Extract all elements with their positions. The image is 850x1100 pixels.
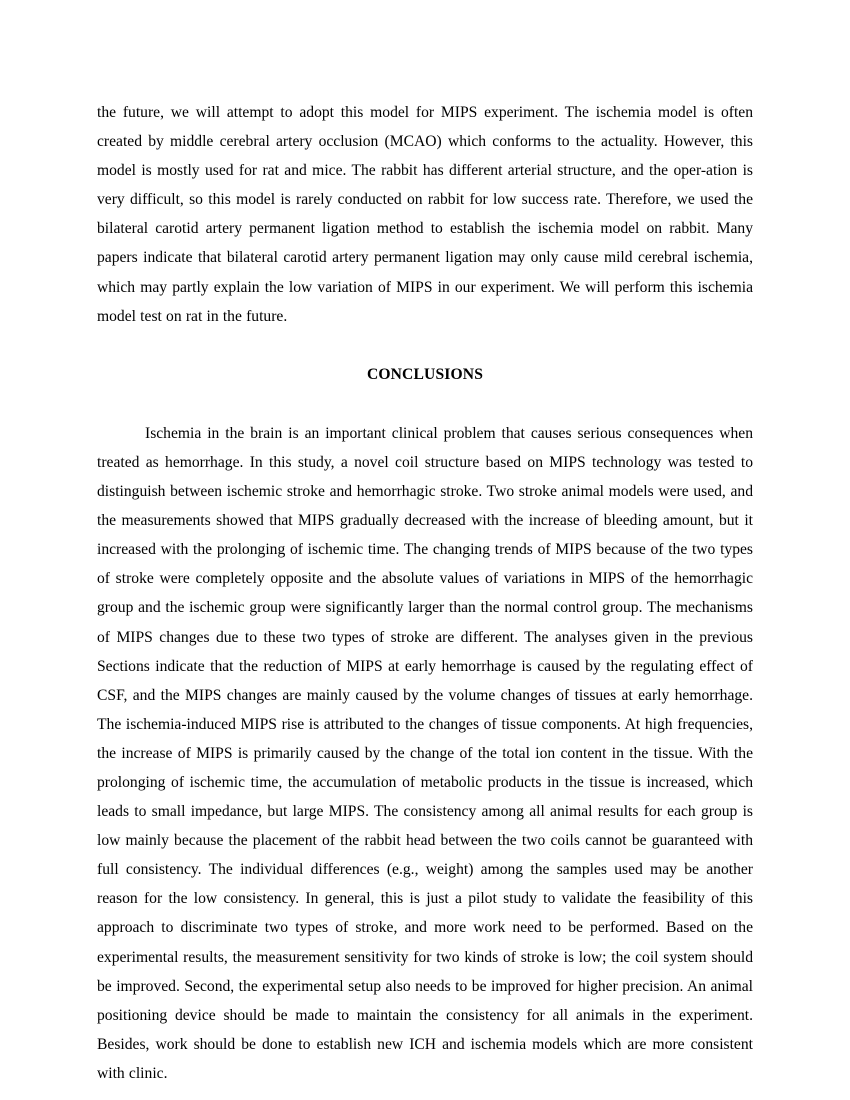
paragraph-continued: the future, we will attempt to adopt this model for MIPS experiment. The ischemia model is often created by middle cerebral artery occlusion (MCAO) which conforms to the actuality. However, this model is mostly used for rat and mice. The rabbit has different arterial structure, and the oper-ation is very difficult, so this model is rarely conducted on rabbit for low success rate. Therefore, we used the bilateral carotid artery permanent ligation method to establish the ischemia model on rabbit. Many papers indicate that bilateral carotid artery permanent ligation may only cause mild cerebral ischemia, which may partly explain the low variation of MIPS in our experiment. We will perform this ischemia model test on rat in the future. [97,104,753,325]
paragraph-conclusions: Ischemia in the brain is an important clinical problem that causes serious consequences when treated as hemorrhage. In this study, a novel coil structure based on MIPS technology was tested to distinguish between ischemic stroke and hemorrhagic stroke. Two stroke animal models were used, and the measurements showed that MIPS gradually decreased with the increase of bleeding amount, but it increased with the prolonging of ischemic time. The changing trends of MIPS because of the two types of stroke were completely opposite and the absolute values of variations in MIPS of the hemorrhagic group and the ischemic group were significantly larger than the normal control group. The mechanisms of MIPS changes due to these two types of stroke are different. The analyses given in the previous Sections indicate that the reduction of MIPS at early hemorrhage is caused by the regulating effect of CSF, and the MIPS changes are mainly caused by the volume changes of tissues at early hemorrhage. The ischemia-induced MIPS rise is attributed to the changes of tissue components. At high frequencies, the increase of MIPS is primarily caused by the change of the total ion content in the tissue. With the prolonging of ischemic time, the accumulation of metabolic products in the tissue is increased, which leads to small impedance, but large MIPS. The consistency among all animal results for each group is low mainly because the placement of the rabbit head between the two coils cannot be guaranteed with full consistency. The individual differences (e.g., weight) among the samples used may be another reason for the low consistency. In general, this is just a pilot study to validate the feasibility of this approach to discriminate two types of stroke, and more work need to be performed. Based on the experimental results, the measurement sensitivity for two kinds of stroke is low; the coil system should be improved. Second, the experimental setup also needs to be improved for higher precision. An animal positioning device should be made to maintain the consistency for all animals in the experiment. Besides, work should be done to establish new ICH and ischemia models which are more consistent with clinic. [97,424,753,1082]
section-heading-conclusions: CONCLUSIONS [366,365,484,383]
text-column [97,98,753,1088]
spacer-before-heading [97,331,753,360]
spacer-after-heading [97,389,753,419]
